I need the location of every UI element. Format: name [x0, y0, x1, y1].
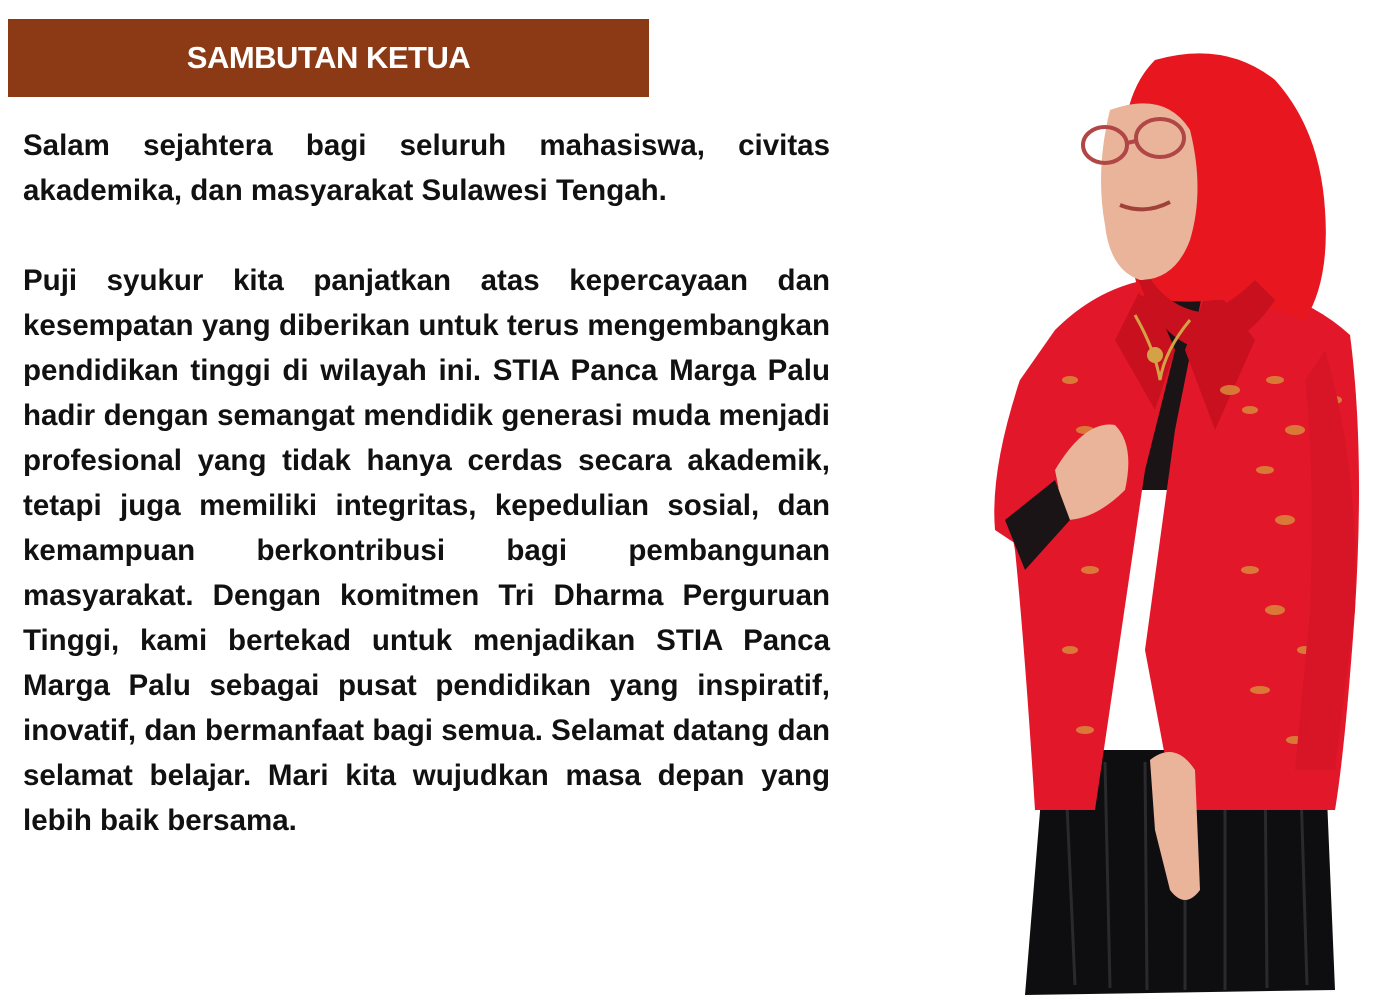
welcome-message [23, 123, 830, 843]
chairperson-portrait [975, 50, 1375, 1000]
greeting-paragraph: Salam sejahtera bagi seluruh mahasiswa, civitas akademika, dan masyarakat Sulawesi Tengah. [23, 129, 830, 207]
body-paragraph: Puji syukur kita panjatkan atas kepercayaan dan kesempatan yang diberikan untuk terus mengembangkan pendidikan tinggi di wilayah ini. STIA Panca Marga Palu hadir dengan semangat mendidik generasi muda menjadi profesional yang tidak hanya cerdas secara akademik, tetapi juga memiliki integritas, kepedulian sosial, dan kemampuan berkontribusi bagi pembangunan masyarakat. Dengan komitmen Tri Dharma Perguruan Tinggi, kami bertekad untuk menjadikan STIA Panca Marga Palu sebagai pusat pendidikan yang inspiratif, inovatif, dan bermanfaat bagi semua. Selamat datang dan selamat belajar. Mari kita wujudkan masa depan yang lebih baik bersama. [23, 264, 830, 837]
person-portrait-icon [975, 50, 1375, 1000]
section-header [8, 19, 649, 97]
section-title: SAMBUTAN KETUA [186, 40, 471, 75]
